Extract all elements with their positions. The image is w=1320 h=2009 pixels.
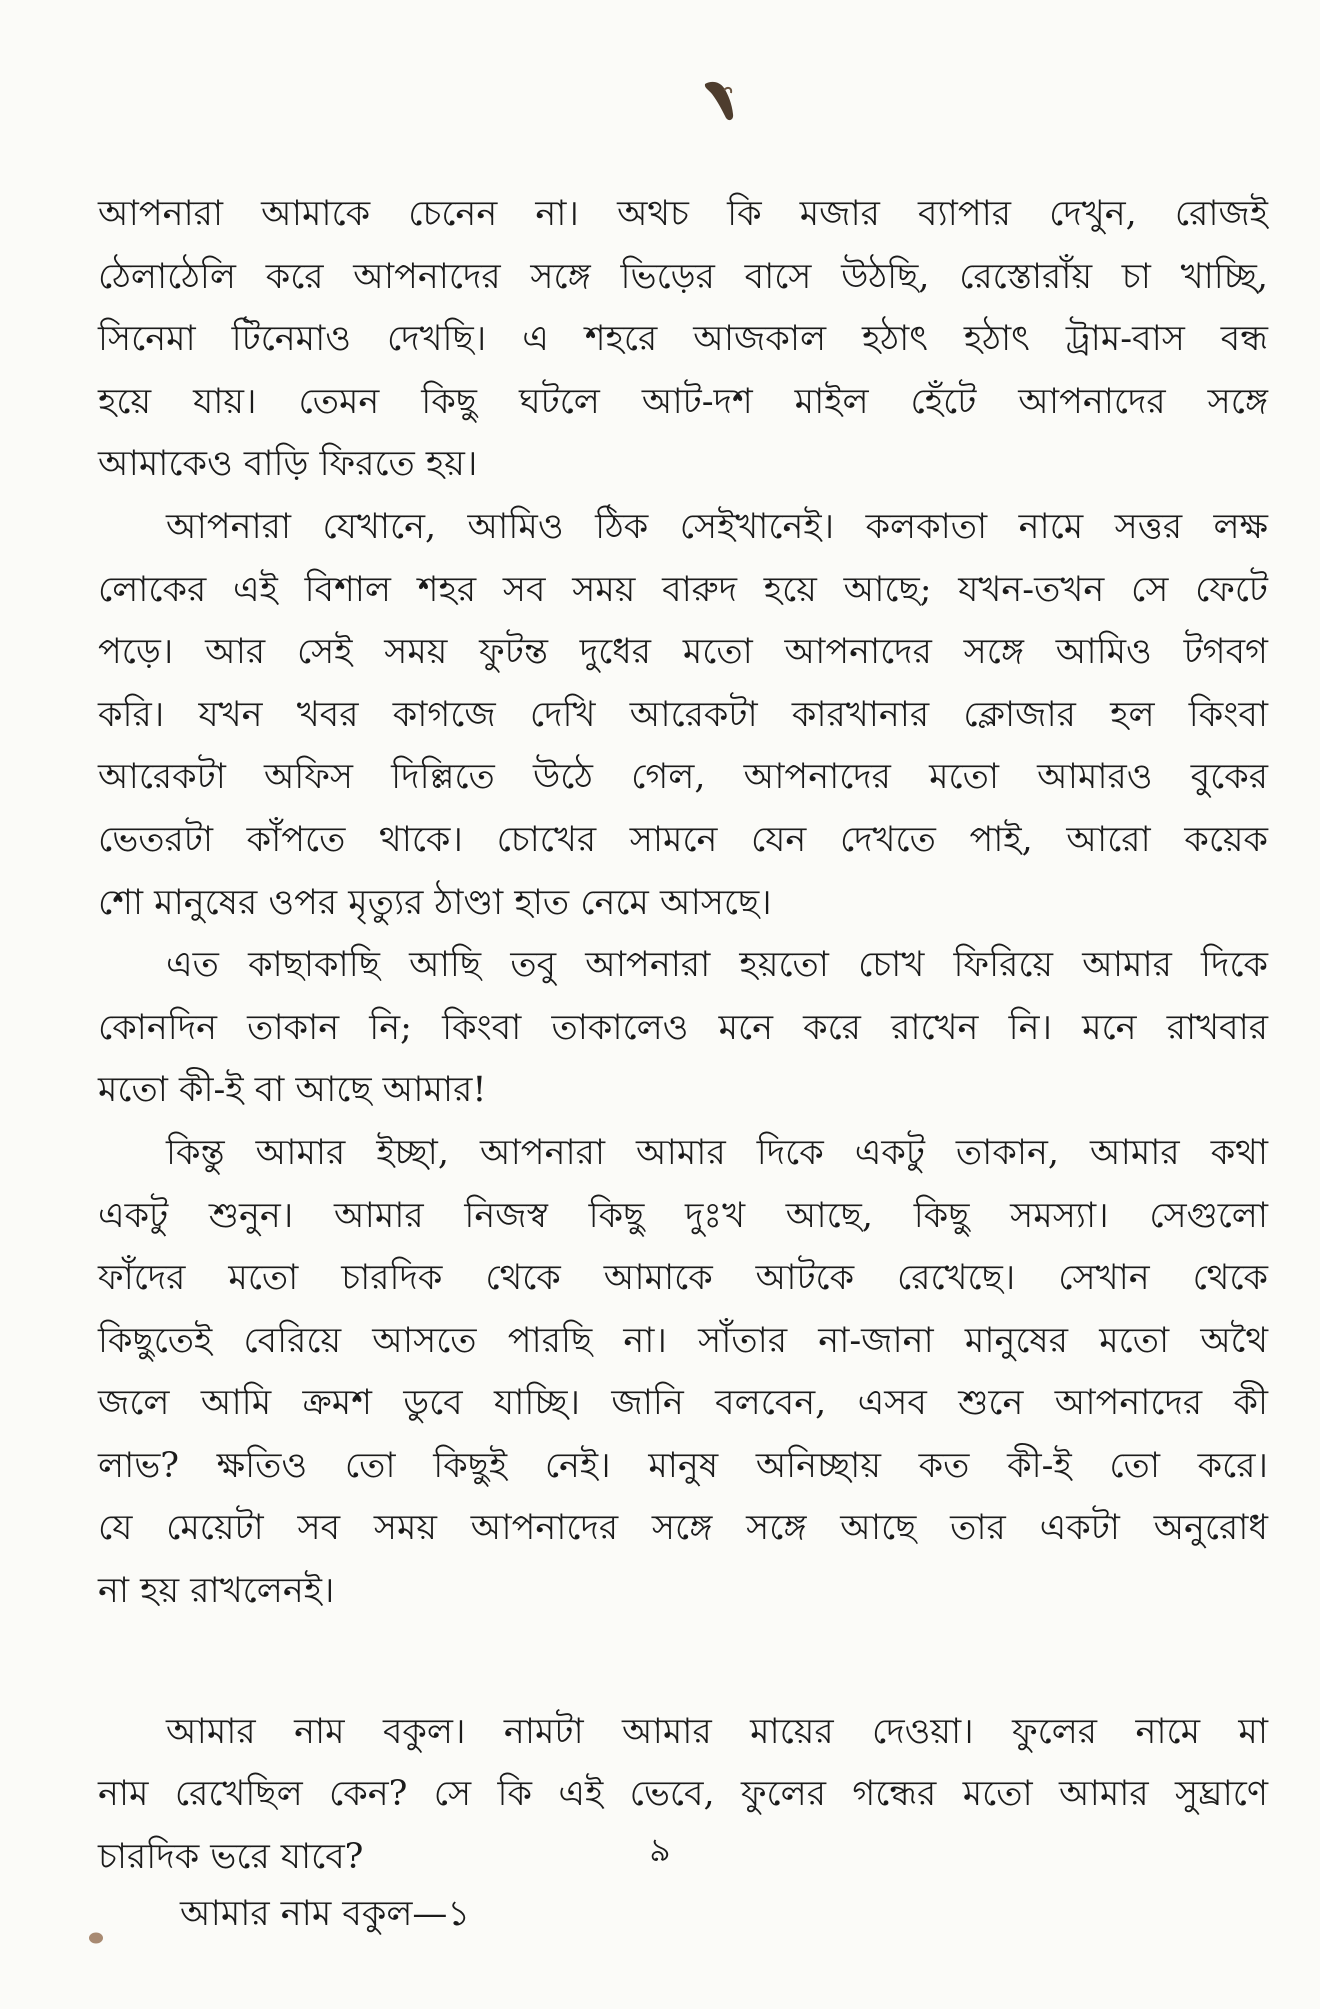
- text-line: আপনারা আমাকে চেনেন না। অথচ কি মজার ব্যাপার দেখুন, রোজই: [98, 194, 1268, 234]
- paragraph: [98, 496, 1268, 934]
- text-line: জলে আমি ক্রমশ ডুবে যাচ্ছি। জানি বলবেন, এসব শুনে আপনাদের কী: [98, 1383, 1268, 1424]
- text-line: আমার নাম বকুল। নামটা আমার মায়ের দেওয়া। ফুলের নামে মা: [166, 1711, 1268, 1752]
- page-number: ৯: [649, 1830, 671, 1869]
- paragraph: [98, 934, 1268, 1122]
- text-line: মতো কী-ই বা আছে আমার!: [98, 1070, 487, 1111]
- text-line: কোনদিন তাকান নি; কিংবা তাকালেও মনে করে রাখেন নি। মনে রাখবার: [98, 1007, 1268, 1048]
- text-line: সিনেমা টিনেমাও দেখছি। এ শহরে আজকাল হঠাৎ হঠাৎ ট্রাম-বাস বন্ধ: [98, 319, 1268, 360]
- text-line: হয়ে যায়। তেমন কিছু ঘটলে আট-দশ মাইল হেঁটে আপনাদের সঙ্গে: [98, 381, 1268, 422]
- text-line: ফাঁদের মতো চারদিক থেকে আমাকে আটকে রেখেছে। সেখান থেকে: [98, 1258, 1268, 1299]
- text-line: আরেকটা অফিস দিল্লিতে উঠে গেল, আপনাদের মতো আমারও বুকের: [98, 757, 1268, 798]
- text-line: নাম রেখেছিল কেন? সে কি এই ভেবে, ফুলের গন্ধের মতো আমার সুঘ্রাণে: [98, 1774, 1268, 1815]
- text-line: ঠেলাঠেলি করে আপনাদের সঙ্গে ভিড়ের বাসে উঠছি, রেস্তোরাঁয় চা খাচ্ছি,: [98, 256, 1268, 297]
- text-line: চারদিক ভরে যাবে?: [98, 1836, 364, 1877]
- text-line: কিন্তু আমার ইচ্ছা, আপনারা আমার দিকে একটু তাকান, আমার কথা: [166, 1132, 1268, 1173]
- text-line: একটু শুনুন। আমার নিজস্ব কিছু দুঃখ আছে, কিছু সমস্যা। সেগুলো: [98, 1195, 1268, 1236]
- footer-signature: আমার নাম বকুল—১: [180, 1894, 471, 1934]
- text-line: যে মেয়েটা সব সময় আপনাদের সঙ্গে সঙ্গে আছে তার একটা অনুরোধ: [98, 1508, 1268, 1549]
- paper-stain: [88, 1931, 104, 1945]
- text-line: পড়ে। আর সেই সময় ফুটন্ত দুধের মতো আপনাদের সঙ্গে আমিও টগবগ: [98, 632, 1268, 673]
- section-break: [98, 1623, 1268, 1701]
- text-line: লাভ? ক্ষতিও তো কিছুই নেই। মানুষ অনিচ্ছায় কত কী-ই তো করে।: [98, 1445, 1268, 1486]
- text-line: শো মানুষের ওপর মৃত্যুর ঠাণ্ডা হাত নেমে আসছে।: [98, 882, 772, 923]
- text-line: লোকের এই বিশাল শহর সব সময় বারুদ হয়ে আছে; যখন-তখন সে ফেটে: [98, 569, 1268, 610]
- text-line: করি। যখন খবর কাগজে দেখি আরেকটা কারখানার ক্লোজার হল কিংবা: [98, 694, 1268, 735]
- text-line: কিছুতেই বেরিয়ে আসতে পারছি না। সাঁতার না-জানা মানুষের মতো অথৈ: [98, 1320, 1268, 1361]
- paragraph: [98, 1122, 1268, 1623]
- text-line: ভেতরটা কাঁপতে থাকে। চোখের সামনে যেন দেখতে পাই, আরো কয়েক: [98, 819, 1268, 860]
- text-line: না হয় রাখলেনই।: [98, 1571, 335, 1612]
- paragraph: [98, 183, 1268, 496]
- ink-smudge: [702, 78, 736, 124]
- text-line: আপনারা যেখানে, আমিও ঠিক সেইখানেই। কলকাতা নামে সত্তর লক্ষ: [166, 506, 1268, 547]
- text-line: আমাকেও বাড়ি ফিরতে হয়।: [98, 444, 478, 485]
- text-line: এত কাছাকাছি আছি তবু আপনারা হয়তো চোখ ফিরিয়ে আমার দিকে: [166, 945, 1268, 986]
- body-text: [98, 183, 1268, 1888]
